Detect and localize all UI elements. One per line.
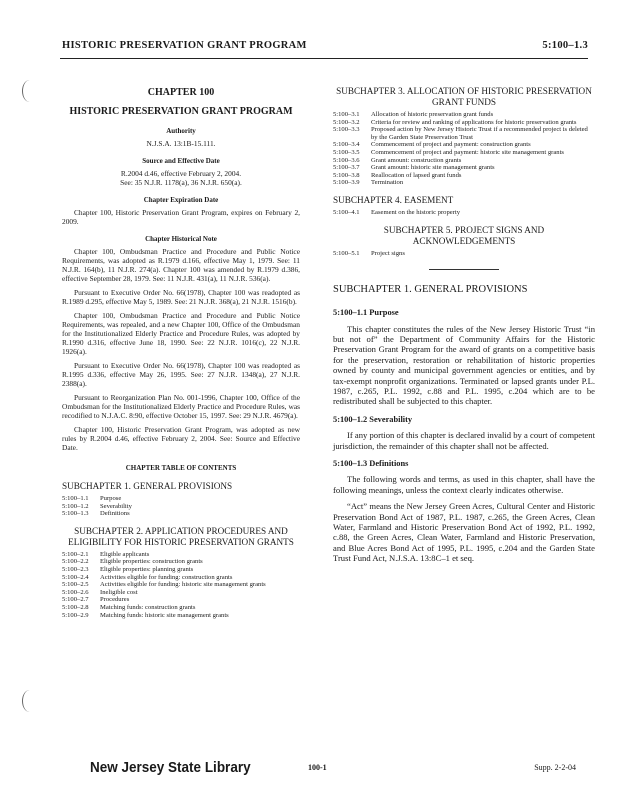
expiration-text: Chapter 100, Historic Preservation Grant Program, expires on February 2, 2009. [62, 208, 300, 226]
toc-subchapter-5: SUBCHAPTER 5. PROJECT SIGNS AND ACKNOWLEDGEMENTS [383, 224, 545, 246]
history-note: Chapter 100, Ombudsman Practice and Procedure and Public Notice Requirements, was repealed, and a new Chapter 100, Office of the Ombudsman for the Institutionalized Elderly Practice and Procedure Rules, was adopted by R.1990 d.316, effective June 18, 1990. See: 22 N.J.R. 1016(c), 22 N.J.R. 1926(a). [62, 311, 300, 356]
library-stamp: New Jersey State Library [90, 759, 251, 776]
section-1-2-text: If any portion of this chapter is declared invalid by a court of competent jurisdiction, the remainder of this chapter shall not be affected. [333, 430, 595, 451]
toc-entry [62, 503, 300, 511]
section-1-1-title: 5:100–1.1 Purpose [333, 308, 399, 318]
toc-heading: CHAPTER TABLE OF CONTENTS [125, 464, 237, 472]
toc-entry-title: Matching funds: construction grants [100, 603, 196, 611]
toc-entry [62, 612, 300, 620]
toc-entry-number: 5:100–3.4 [333, 141, 360, 149]
toc-entry-number: 5:100–3.9 [333, 179, 360, 187]
history-note: Chapter 100, Historic Preservation Grant Program, was adopted as new rules by R.2004 d.46, effective February 2, 2004. See: Source and Effective Date. [62, 425, 300, 452]
toc-entry-number: 5:100–2.7 [62, 596, 89, 604]
section-1-3-definition: “Act” means the New Jersey Green Acres, Cultural Center and Historic Preservation Bond Act of 1987, P.L. 1987, c.265, the Green Acres, Clean Water, Farmland and Historic Preservation Bond Act of 1992, P.L. 1992, c.88, the Green Acres, Clean Water, Farmland and Historic Preservation, and Blue Acres Bond Act of 1995, P.L. 1995, c.204 and the Garden State Trust Fund Act, N.J.S.A. 13:8C–1 et seq. [333, 501, 595, 564]
toc-entry-title: Matching funds: historic site management grants [100, 611, 229, 619]
toc-entry-title: Activities eligible for funding: historic site management grants [100, 581, 266, 589]
page-number: 100-1 [308, 763, 327, 772]
toc-entry [333, 172, 595, 180]
header-section: 5:100–1.3 [542, 40, 588, 51]
source-text-2: See: 35 N.J.R. 1178(a), 36 N.J.R. 650(a). [120, 178, 242, 187]
header-title: HISTORIC PRESERVATION GRANT PROGRAM [62, 40, 307, 51]
toc-entry [333, 157, 595, 165]
toc-list-2 [62, 551, 300, 619]
toc-entry-number: 5:100–3.6 [333, 156, 360, 164]
toc-entry-title: Eligible properties: planning grants [100, 565, 194, 573]
toc-entry-title: Purpose [100, 495, 122, 502]
toc-entry-number: 5:100–4.1 [333, 208, 360, 216]
toc-entry-title: Reallocation of lapsed grant funds [371, 171, 462, 179]
history-notes [62, 247, 300, 452]
running-header [62, 40, 588, 56]
toc-entry-title: Project signs [371, 249, 405, 257]
toc-entry [333, 149, 595, 157]
toc-list-4 [333, 209, 595, 217]
supplement-date: Supp. 2-2-04 [534, 763, 576, 772]
header-rule [60, 58, 588, 59]
toc-entry-title: Definitions [100, 510, 130, 518]
toc-entry-title: Grant amount: historic site management grants [371, 164, 495, 172]
toc-entry [62, 495, 300, 503]
toc-entry-number: 5:100–2.1 [62, 550, 89, 558]
toc-list-3 [333, 111, 595, 187]
left-column [62, 86, 300, 619]
toc-entry-number: 5:100–3.8 [333, 171, 360, 179]
toc-entry [62, 551, 300, 559]
toc-entry-title: Activities eligible for funding: construction grants [100, 573, 233, 581]
toc-entry-number: 5:100–2.4 [62, 573, 89, 581]
toc-subchapter-3: SUBCHAPTER 3. ALLOCATION OF HISTORIC PRESERVATION GRANT FUNDS [336, 86, 592, 107]
section-1-3-text: The following words and terms, as used in this chapter, shall have the following meanings, unless the context clearly indicates otherwise. [333, 474, 595, 495]
toc-entry-number: 5:100–2.2 [62, 558, 89, 566]
toc-entry-title: Severability [100, 502, 132, 510]
toc-entry-number: 5:100–3.7 [333, 164, 360, 172]
toc-entry [333, 209, 595, 217]
toc-entry [62, 566, 300, 574]
toc-entry [62, 558, 300, 566]
chapter-title: HISTORIC PRESERVATION GRANT PROGRAM [69, 106, 293, 117]
right-column [333, 86, 595, 570]
toc-entry-title: Easement on the historic property [371, 208, 460, 216]
section-1-3-title: 5:100–1.3 Definitions [333, 459, 409, 468]
toc-entry-number: 5:100–5.1 [333, 249, 360, 257]
toc-entry-title: Eligible applicants [100, 550, 150, 558]
toc-entry-number: 5:100–2.5 [62, 581, 89, 589]
toc-subchapter-4: SUBCHAPTER 4. EASEMENT [333, 194, 454, 205]
history-note: Chapter 100, Ombudsman Practice and Procedure and Public Notice Requirements, was adopted as R.1979 d.166, effective May 1, 1979. See: 11 N.J.R. 164(b), 11 N.J.R. 274(a). Chapter 100 was amended by R.1979 d.386, effective September 28, 1979. See: 11 N.J.R. 431(a), 11 N.J.R. 536(a). [62, 247, 300, 283]
authority-text: N.J.S.A. 13:1B-15.111. [146, 139, 216, 148]
toc-entry-number: 5:100–3.1 [333, 111, 360, 118]
toc-subchapter-2: SUBCHAPTER 2. APPLICATION PROCEDURES AND ELIGIBILITY FOR HISTORIC PRESERVATION GRANTS [68, 525, 294, 547]
toc-entry [62, 596, 300, 604]
toc-entry-title: Procedures [100, 596, 130, 604]
expiration-heading: Chapter Expiration Date [143, 196, 219, 204]
page-footer [0, 759, 618, 779]
section-1-1-text: This chapter constitutes the rules of the New Jersey Historic Trust “in but not of” the Department of Community Affairs for the Historic Preservation Grant Program for the award of grants on a competitive basis for the preservation, restoration or rehabilitation of historic properties owned by county and municipal government agencies or entities, and by tax-exempt nonprofit organizations. Terminated or lapsed grants under P.L. 1987, c.265, P.L. 1992, c.88 and P.L. 1995, c.204 which are to be redistributed shall be subjected to this chapter. [333, 323, 595, 407]
toc-entry [62, 589, 300, 597]
toc-entry [333, 250, 595, 258]
toc-entry-title: Allocation of historic preservation grant funds [371, 111, 494, 118]
toc-entry [333, 119, 595, 127]
history-note: Pursuant to Reorganization Plan No. 001-1996, Chapter 100, Office of the Ombudsman for the Institutionalized Elderly Practice and Procedure Rules, was recodified to N.J.A.C. 8:90, effective October 15, 1997. See: 29 N.J.R. 4679(a). [62, 393, 300, 420]
history-note: Pursuant to Executive Order No. 66(1978), Chapter 100 was readopted as R.1989 d.295, effective May 5, 1989. See: 21 N.J.R. 368(a), 21 N.J.R. 1516(b). [62, 288, 300, 306]
toc-subchapter-1: SUBCHAPTER 1. GENERAL PROVISIONS [62, 481, 233, 491]
authority-heading: Authority [166, 127, 196, 135]
toc-entry-number: 5:100–1.1 [62, 495, 89, 502]
toc-entry-title: Termination [371, 179, 404, 187]
toc-entry [333, 179, 595, 187]
toc-entry-number: 5:100–2.9 [62, 611, 89, 619]
toc-entry [333, 164, 595, 172]
toc-entry [333, 111, 595, 119]
toc-entry [62, 581, 300, 589]
toc-entry-title: Ineligible cost [100, 588, 138, 596]
toc-list-5 [333, 250, 595, 258]
toc-entry-number: 5:100–1.3 [62, 510, 89, 518]
chapter-number: CHAPTER 100 [147, 87, 215, 98]
section-divider [429, 269, 499, 270]
toc-entry [62, 574, 300, 582]
toc-entry [333, 141, 595, 149]
toc-entry-title: Criteria for review and ranking of applications for historic preservation grants [371, 118, 577, 126]
toc-entry [333, 126, 595, 141]
toc-entry-number: 5:100–2.8 [62, 603, 89, 611]
toc-entry-number: 5:100–2.3 [62, 565, 89, 573]
toc-entry-number: 5:100–3.2 [333, 118, 360, 126]
history-heading: Chapter Historical Note [145, 235, 217, 243]
toc-list-1 [62, 495, 300, 518]
toc-entry-title: Grant amount: construction grants [371, 156, 462, 164]
toc-entry [62, 604, 300, 612]
toc-entry-number: 5:100–3.3 [333, 126, 360, 134]
toc-entry-number: 5:100–2.6 [62, 588, 89, 596]
toc-entry-title: Commencement of project and payment: historic site management grants [371, 148, 564, 156]
body-subchapter-heading: SUBCHAPTER 1. GENERAL PROVISIONS [333, 284, 528, 296]
history-note: Pursuant to Executive Order No. 66(1978), Chapter 100 was readopted as R.1995 d.336, effective May 26, 1995. See: 27 N.J.R. 1348(a), 27 N.J.R. 2388(a). [62, 361, 300, 388]
source-text-1: R.2004 d.46, effective February 2, 2004. [120, 169, 242, 178]
toc-entry [62, 510, 300, 518]
toc-entry-title: Commencement of project and payment: construction grants [371, 141, 531, 149]
section-1-2-title: 5:100–1.2 Severability [333, 414, 413, 424]
source-heading: Source and Effective Date [142, 157, 220, 165]
toc-entry-number: 5:100–1.2 [62, 502, 89, 510]
toc-entry-title: Eligible properties: construction grants [100, 558, 203, 566]
toc-entry-title: Proposed action by New Jersey Historic Trust if a recommended project is deleted by the Garden State Preservation Trust [371, 126, 588, 141]
toc-entry-number: 5:100–3.5 [333, 148, 360, 156]
